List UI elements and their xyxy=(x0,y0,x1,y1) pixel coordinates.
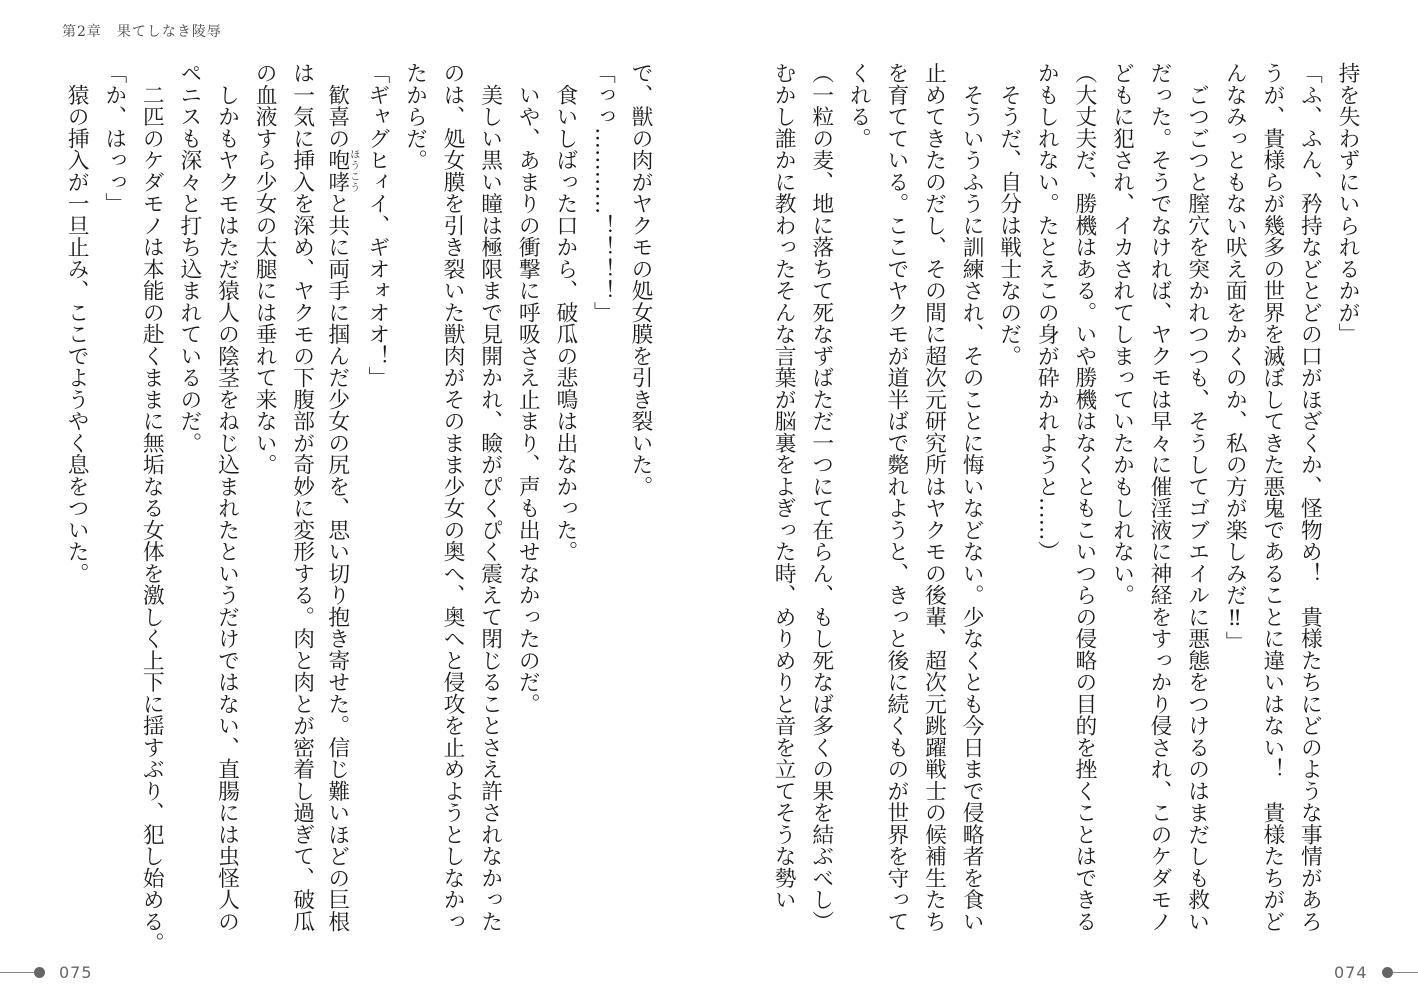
text-segment: 歓喜の xyxy=(324,62,350,149)
text-column: ごつごつと膣穴を突かれつつも、そうしてゴブエイルに悪態をつけるのはまだしも救い xyxy=(1184,62,1210,932)
text-column: うが、貴様らが幾多の世界を滅ぼしてきた悪鬼であることに違いはない！ 貴様たちがど xyxy=(1259,62,1285,932)
text-column: だった。そうでなければ、ヤクモは早々に催淫液に神経をすっかり侵され、このケダモノ xyxy=(1147,62,1173,932)
text-column: 止めてきたのだし、その間に超次元研究所はヤクモの後輩、超次元跳躍戦士の候補生たち xyxy=(921,62,947,932)
text-column: のは、処女膜を引き裂いた獣肉がそのまま少女の奥へ、奥へと侵攻を止めようとしなかっ xyxy=(440,62,466,932)
text-column: で、獣の肉がヤクモの処女膜を引き裂いた。 xyxy=(628,62,653,497)
text-column: ペニスも深々と打ち込まれているのだ。 xyxy=(176,62,202,454)
folio-dot-icon xyxy=(1382,967,1393,978)
text-column: いや、あまりの衝撃に呼吸さえ止まり、声も出せなかったのだ。 xyxy=(515,62,541,715)
text-column: どもに犯され、イカされてしまっていたかもしれない。 xyxy=(1109,62,1135,606)
ruby-base: 咆哮 xyxy=(324,149,350,193)
text-column-with-ruby xyxy=(321,62,359,942)
folio-dot-icon xyxy=(34,967,45,978)
text-column: かもしれない。たとえこの身が砕かれようと……） xyxy=(1034,62,1060,563)
text-column: むかし誰かに教わったそんな言葉が脳裏をよぎった時、めりめりと音を立てそうな勢い xyxy=(771,62,797,911)
text-column: 猿の挿入が一旦止み、ここでようやく息をついた。 xyxy=(64,62,90,584)
ruby-annotation xyxy=(324,149,359,193)
text-column: 食いしばった口から、破瓜の悲鳴は出なかった。 xyxy=(552,62,578,563)
text-column: の血液すら少女の太腿には垂れて来ない。 xyxy=(252,62,278,476)
text-column: たからだ。 xyxy=(402,62,428,171)
text-column: そうだ、自分は戦士なのだ。 xyxy=(996,62,1022,367)
text-column: 美しい黒い瞳は極限まで見開かれ、瞼がぴくぴく震えて閉じることさえ許されなかった xyxy=(477,62,503,932)
page-number-right xyxy=(1334,960,1418,984)
text-column: 「ギャグヒィイ、ギオォオオ！」 xyxy=(364,62,390,389)
text-column: 「か、はっっ」 xyxy=(101,62,127,215)
text-column: しかもヤクモはただ猿人の陰茎をねじ込まれたというだけではない、直腸には虫怪人の xyxy=(214,62,240,932)
text-column: 持を失わずにいられるかが」 xyxy=(1335,62,1360,345)
right-page-body-text xyxy=(764,62,1366,942)
folio-rule xyxy=(1393,972,1418,973)
running-head-chapter-title: 第2章 果てしなき陵辱 xyxy=(62,24,222,40)
text-segment: と共に両手に掴んだ少女の尻を、思い切り抱き寄せた。信じ難いほどの巨根 xyxy=(324,192,350,932)
page-number-left xyxy=(0,960,93,984)
text-column: を育てている。ここでヤクモが道半ばで斃れようと、きっと後に続くものが世界を守って xyxy=(883,62,909,932)
text-column: そういうふうに訓練され、そのことに悔いなどない。少なくとも今日まで侵略者を食い xyxy=(959,62,985,932)
folio-rule xyxy=(0,972,34,973)
text-column: 二匹のケダモノは本能の赴くままに無垢なる女体を激しく上下に揺すぶり、犯し始める。 xyxy=(139,62,165,954)
text-column: は一気に挿入を深め、ヤクモの下腹部が奇妙に変形する。肉と肉とが密着し過ぎて、破瓜 xyxy=(289,62,315,932)
page-number-label: 075 xyxy=(59,962,93,982)
text-column: 「ふ、ふん、矜持などとどの口がほざくか、怪物め！ 貴様たちにどのような事情があろ xyxy=(1297,62,1323,932)
text-column: くれる。 xyxy=(846,62,872,149)
left-page-body-text xyxy=(57,62,659,954)
text-column: （大丈夫だ、勝機はある。いや勝機はなくともこいつらの侵略の目的を挫くことはできる xyxy=(1071,62,1097,932)
text-column: （一粒の麦、地に落ちて死なずばただ一つにて在らん、もし死なば多くの果を結ぶべし） xyxy=(808,62,834,932)
text-column: 「っっ…………！！！！」 xyxy=(590,62,616,323)
page-number-label: 074 xyxy=(1334,962,1368,982)
ruby-reading: ほうこう xyxy=(347,149,359,193)
text-column: んなみっともない吠え面をかくのか、私の方が楽しみだ‼」 xyxy=(1222,62,1248,653)
